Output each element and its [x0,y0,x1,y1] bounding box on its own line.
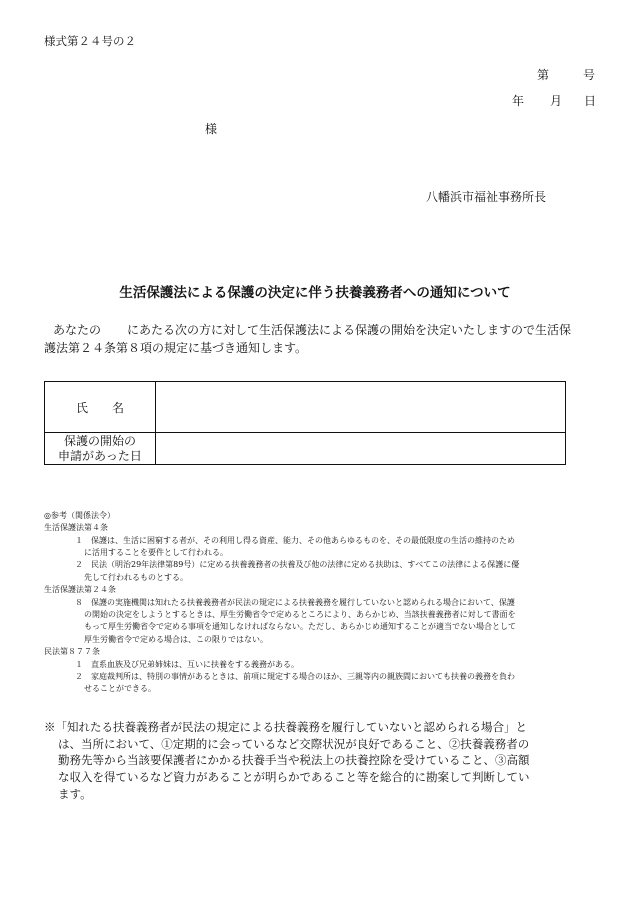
application-date-field[interactable] [156,433,566,465]
note-line-5: ます。 [58,787,92,801]
date-month-label: 月 [550,94,563,108]
intro-line-1-start: あなたの [53,323,102,337]
addressee-suffix: 様 [205,122,218,136]
form-number: 様式第２４号の２ [44,34,136,48]
law3-paragraph-1: １ 直系血族及び兄弟姉妹は、互いに扶養をする義務がある。 [75,660,299,669]
law3-title: 民法第８７７条 [44,647,100,656]
law2-paragraph-8: ８ 保護の実施機関は知れたる扶養義務者が民法の規定による扶養義務を履行していないと認められる場合において、保護 [75,598,515,607]
law3-paragraph-2: ２ 家庭裁判所は、特別の事情があるときは、前項に規定する場合のほか、三親等内の親族間においても扶養の義務を負わ [75,672,515,681]
references-heading: ◎参考（関係法令） [44,511,115,520]
note-line-3: 勤務先等から当該要保護者にかかる扶養手当や税法上の扶養控除を受けていること、③高額 [58,753,530,767]
date-year-label: 年 [512,94,525,108]
law1-paragraph-1: １ 保護は、生活に困窮する者が、その利用し得る資産、能力、その他あらゆるものを、その最低限度の生活の維持のため [75,536,515,545]
note-line-4: な収入を得ているなど資力があることが明らかであること等を総合的に勘案して判断してい [58,770,530,784]
name-field[interactable] [156,382,566,433]
law1-title: 生活保護法第４条 [44,523,108,532]
application-date-label [45,433,156,465]
name-label: 氏 名 [45,382,156,433]
name-row [45,382,566,433]
law2-paragraph-8-cont-3: 厚生労働省令で定める場合は、この限りではない。 [84,635,268,644]
law2-paragraph-8-cont-2: もって厚生労働省令で定める事項を通知しなければならない。ただし、あらかじめ通知することが適当でない場合として [84,622,516,631]
note-line-1: ※「知れたる扶養義務者が民法の規定による扶養義務を履行していないと認められる場合」と [44,720,527,734]
recipient-info-table [44,381,566,465]
law1-paragraph-2: ２ 民法（明治29年法律第89号）に定める扶養義務者の扶養及び他の法律に定める扶助は、すべてこの法律による保護に優 [75,560,520,569]
application-date-label-line-2: 申請があった日 [58,448,142,463]
law1-paragraph-2-cont: 先して行われるものとする。 [84,573,188,582]
issuer-name: 八幡浜市福祉事務所長 [426,190,547,204]
intro-line-1-rest: にあたる次の方に対して生活保護法による保護の開始を決定いたしますので生活保 [127,323,572,337]
note-line-2: は、当所において、①定期的に会っているなど交際状況が良好であること、②扶養義務者の [58,737,530,751]
law3-paragraph-2-cont: せることができる。 [84,684,156,693]
law1-paragraph-1-cont: に活用することを要件として行われる。 [84,548,228,557]
law2-paragraph-8-cont-1: の開始の決定をしようとするときは、厚生労働省令で定めるところにより、あらかじめ、当該扶養義務者に対して書面を [84,610,516,619]
intro-line-2: 護法第２４条第８項の規定に基づき通知します。 [44,341,308,355]
application-date-label-line-1: 保護の開始の [63,433,136,448]
application-date-row [45,433,566,465]
document-title: 生活保護法による保護の決定に伴う扶養義務者への通知について [119,285,511,301]
law2-title: 生活保護法第２４条 [44,585,116,594]
document-number-suffix: 号 [583,68,596,82]
date-day-label: 日 [584,94,597,108]
document-number-label: 第 [537,68,550,82]
